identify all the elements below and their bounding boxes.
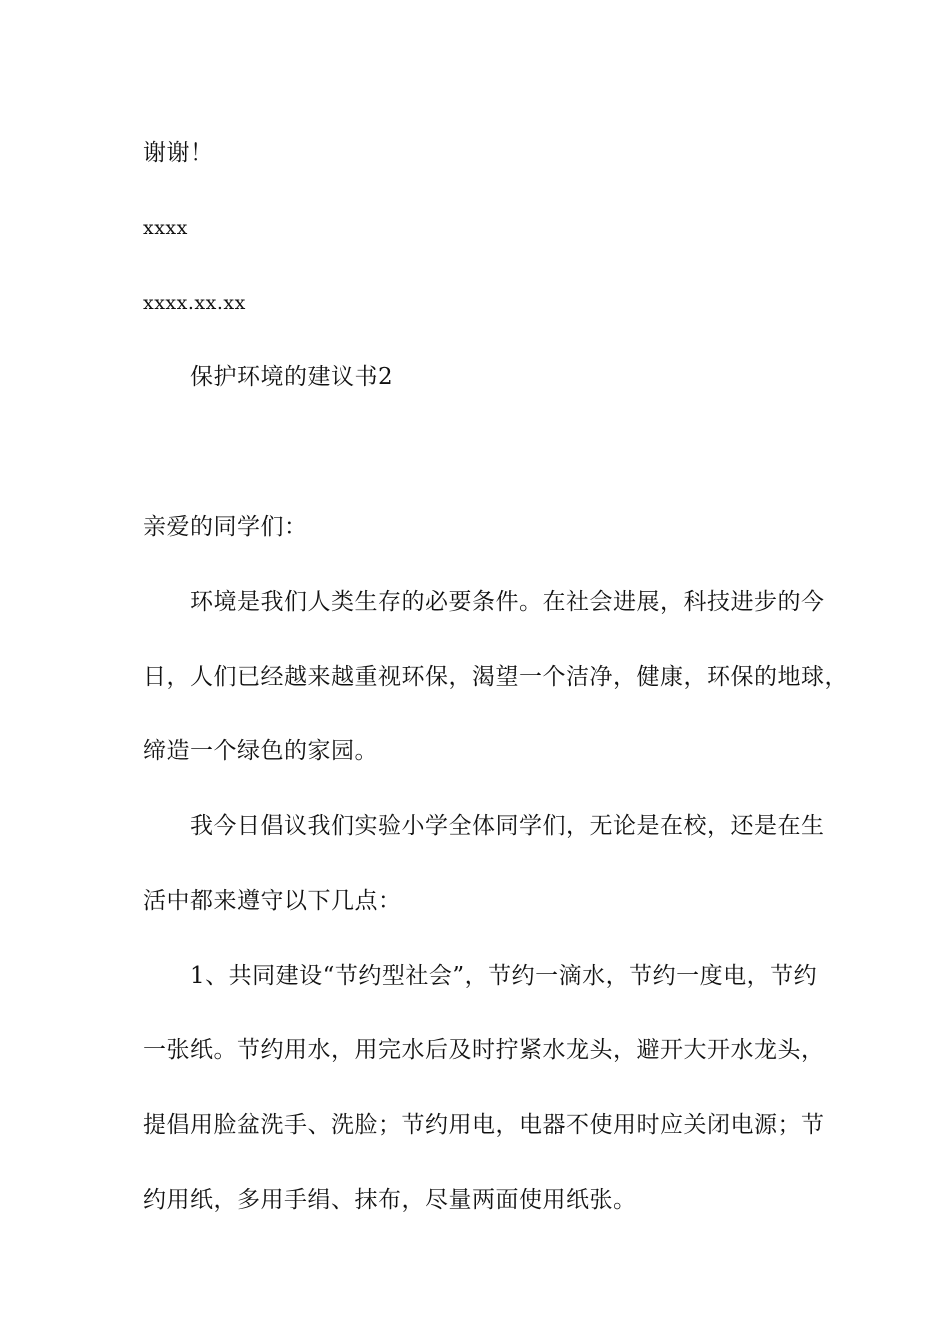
paragraph-line: 提倡用脸盆洗手、洗脸；节约用电，电器不使用时应关闭电源；节	[143, 1112, 825, 1138]
paragraph-line: 缔造一个绿色的家园。	[143, 738, 378, 764]
date-text: xxxx.xx.xx	[143, 292, 246, 314]
paragraph-line: 日，人们已经越来越重视环保，渴望一个洁净，健康，环保的地球，	[143, 664, 848, 690]
paragraph-line: 一张纸。节约用水，用完水后及时拧紧水龙头，避开大开水龙头，	[143, 1037, 825, 1063]
signature-text: xxxx	[143, 217, 188, 239]
paragraph-line: 活中都来遵守以下几点：	[143, 888, 402, 914]
section-title: 保护环境的建议书2	[190, 364, 394, 390]
closing-text: 谢谢！	[143, 140, 214, 166]
paragraph-line: 1、共同建设“节约型社会”，节约一滴水，节约一度电，节约	[190, 963, 818, 989]
salutation-text: 亲爱的同学们：	[143, 514, 308, 540]
paragraph-line: 约用纸，多用手绢、抹布，尽量两面使用纸张。	[143, 1187, 637, 1213]
paragraph-line: 环境是我们人类生存的必要条件。在社会进展，科技进步的今	[190, 589, 825, 615]
paragraph-line: 我今日倡议我们实验小学全体同学们，无论是在校，还是在生	[190, 813, 825, 839]
